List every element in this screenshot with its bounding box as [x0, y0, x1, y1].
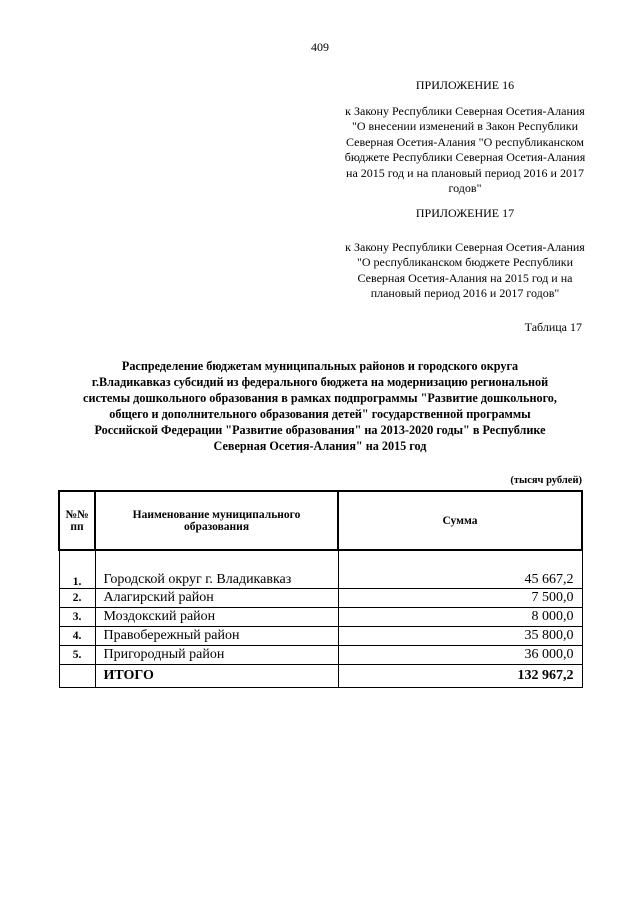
appendix-line: "О внесении изменений в Закон Республики	[351, 119, 579, 133]
row-sum: 45 667,2	[338, 550, 582, 589]
appendix-line: к Закону Республики Северная Осетия-Алания	[345, 103, 585, 118]
row-number: 4.	[59, 627, 95, 646]
appendix-16-title: ПРИЛОЖЕНИЕ 16	[415, 78, 515, 92]
row-sum: 7 500,0	[338, 589, 582, 608]
table-header-row	[59, 491, 582, 550]
title-line: системы дошкольного образования в рамках подпрограммы "Развитие дошкольного,	[83, 391, 557, 405]
row-number: 2.	[59, 589, 95, 608]
row-number: 5.	[59, 646, 95, 665]
appendix-16	[325, 78, 605, 197]
row-name: Пригородный район	[95, 646, 338, 665]
appendix-line: Северная Осетия-Алания "О республиканском	[346, 134, 584, 149]
title-line: общего и дополнительного образования детей" государственной программы	[109, 407, 531, 421]
units-label: (тысяч рублей)	[510, 475, 582, 486]
appendix-line: годов"	[448, 181, 482, 195]
header-name: Наименование муниципального образования	[95, 491, 338, 550]
header-number: №№ пп	[59, 491, 95, 550]
row-sum: 36 000,0	[338, 646, 582, 665]
appendix-line: бюджете Республики Северная Осетия-Алания	[344, 150, 586, 164]
page-number: 409	[311, 40, 329, 54]
subsidy-table	[58, 490, 583, 688]
row-name: Моздокский район	[95, 608, 338, 627]
total-number	[59, 665, 95, 688]
table-row	[59, 627, 582, 646]
row-name: Правобережный район	[95, 627, 338, 646]
header-sum: Сумма	[338, 491, 582, 550]
document-title	[60, 358, 580, 454]
row-name: Городской округ г. Владикавказ	[95, 550, 338, 589]
row-number: 1.	[59, 550, 95, 589]
row-sum: 8 000,0	[338, 608, 582, 627]
row-name: Алагирский район	[95, 589, 338, 608]
row-number: 3.	[59, 608, 95, 627]
table-row	[59, 550, 582, 589]
row-sum: 35 800,0	[338, 627, 582, 646]
appendix-17	[325, 206, 605, 302]
appendix-line: "О республиканском бюджете Республики	[356, 255, 574, 269]
total-row	[59, 665, 582, 688]
title-line: Российской Федерации "Развитие образования" на 2013-2020 годы" в Республике	[94, 423, 546, 437]
title-line: Северная Осетия-Алания" на 2015 год	[213, 439, 427, 453]
table-label: Таблица 17	[524, 320, 582, 334]
total-label: ИТОГО	[95, 665, 338, 688]
table-row	[59, 608, 582, 627]
appendix-line: на 2015 год и на плановый период 2016 и 2017	[346, 165, 584, 180]
title-line: Распределение бюджетам муниципальных районов и городского округа	[121, 359, 519, 373]
table-row	[59, 589, 582, 608]
appendix-line: Северная Осетия-Алания на 2015 год и на	[357, 270, 573, 285]
appendix-17-title: ПРИЛОЖЕНИЕ 17	[415, 206, 515, 220]
total-sum: 132 967,2	[338, 665, 582, 688]
table-row	[59, 646, 582, 665]
appendix-line: плановый период 2016 и 2017 годов"	[370, 286, 560, 300]
appendix-line: к Закону Республики Северная Осетия-Алания	[345, 239, 585, 254]
title-line: г.Владикавказ субсидий из федерального бюджета на модернизацию региональной	[91, 375, 549, 389]
